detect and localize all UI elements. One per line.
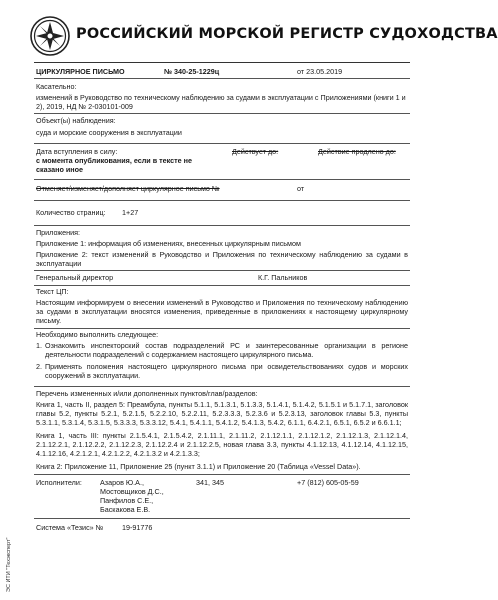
entry-date-value: с момента опубликования, если в тексте не сказано иное bbox=[36, 156, 192, 174]
executors-ext: 341, 345 bbox=[196, 478, 224, 487]
changes-book1-part2: Книга 1, часть II, раздел 5: Преамбула, пункты 5.1.1, 5.1.3.1, 5.1.3.3, 5.1.4.1, 5.1.4.2, 5.1.5.1 и 5.1.7.1, заголовок главы 5.2, пункты 5.2.1, 5.2.1.5, 5.2.2.10, 5.2.2.11, 5.2.3.3.3, 5.2.3.6 и 5.2.3.13, заголовок главы 5.3, пункты 5.3.1.1, 5.3.1.4, 5.3.1.5, 5.3.3.3, 5.3.3.12, 5.4.1, 5.4.1.1, 5.4.1.2, 5.4.1.3, 5.4.2, 6.1.1, 6.4.2.1, 6.5.1, 6.5.2 и 6.6.1.1; bbox=[36, 400, 408, 427]
header-divider bbox=[34, 62, 410, 63]
divider bbox=[34, 113, 410, 114]
objects-text: суда и морские сооружения в эксплуатации bbox=[36, 128, 182, 137]
executors-names bbox=[100, 478, 190, 514]
cancels-text: Отменяет/изменяет/дополняет циркулярное письмо № bbox=[36, 184, 220, 193]
divider bbox=[34, 386, 410, 387]
divider bbox=[34, 328, 410, 329]
action-number: 2. bbox=[36, 362, 42, 371]
actions-label: Необходимо выполнить следующее: bbox=[36, 330, 159, 339]
changes-label: Перечень измененных и/или дополненных пунктов/глав/разделов: bbox=[36, 389, 258, 398]
org-name: РОССИЙСКИЙ МОРСКОЙ РЕГИСТР СУДОХОДСТВА bbox=[76, 26, 498, 42]
divider bbox=[34, 518, 410, 519]
valid-until: Действует до: bbox=[232, 147, 279, 156]
rs-emblem-icon bbox=[30, 16, 70, 56]
divider bbox=[34, 474, 410, 475]
thesis-label: Система «Тезис» № bbox=[36, 523, 104, 532]
letter-date: от 23.05.2019 bbox=[297, 67, 343, 76]
executor-name: Баскакова Е.В. bbox=[100, 505, 151, 514]
divider bbox=[34, 270, 410, 271]
letter-title: ЦИРКУЛЯРНОЕ ПИСЬМО bbox=[36, 67, 125, 76]
appendices-label: Приложения: bbox=[36, 228, 81, 237]
source-stamp bbox=[4, 520, 14, 592]
executor-name: Мостовщиков Д.С., bbox=[100, 487, 164, 496]
executor-name: Панфилов С.Е., bbox=[100, 496, 154, 505]
body-text: Настоящим информируем о внесении изменений в Руководство и Приложения по техническому наблюдению за судами в эксплуатации вносятся изменения, приведенные в приложениях к настоящему циркулярному письму. bbox=[36, 298, 408, 325]
executors-phone: +7 (812) 605-05-59 bbox=[297, 478, 359, 487]
executors-label: Исполнители: bbox=[36, 478, 82, 487]
letterhead bbox=[28, 14, 498, 58]
entry-date-label: Дата вступления в силу: bbox=[36, 147, 118, 156]
cancels-from: от bbox=[297, 184, 305, 193]
divider bbox=[34, 143, 410, 144]
regarding-label: Касательно: bbox=[36, 82, 77, 91]
pages-value: 1+27 bbox=[122, 208, 139, 217]
action-number: 1. bbox=[36, 341, 42, 350]
action-text: Применять положения настоящего циркулярного письма при освидетельствованиях судов и морских сооружений в эксплуатации. bbox=[45, 362, 408, 380]
action-item bbox=[36, 341, 408, 363]
thesis-value: 19-91776 bbox=[122, 523, 153, 532]
changes-book2: Книга 2: Приложение 11, Приложение 25 (пункт 3.1.1) и Приложение 20 (Таблица «Vessel Data»). bbox=[36, 462, 361, 471]
divider bbox=[34, 285, 410, 286]
divider bbox=[34, 225, 410, 226]
regarding-text: изменений в Руководство по техническому наблюдению за судами в эксплуатации с Приложениями (книги 1 и 2), 2019, НД № 2-030101-009 bbox=[36, 93, 406, 111]
objects-label: Объект(ы) наблюдения: bbox=[36, 116, 116, 125]
divider bbox=[34, 78, 410, 79]
signatory-position: Генеральный директор bbox=[36, 273, 114, 282]
extended-until: Действие продлено до: bbox=[318, 147, 396, 156]
action-item bbox=[36, 362, 408, 384]
appendix-item: Приложение 1: информация об изменениях, внесенных циркулярным письмом bbox=[36, 239, 301, 248]
executor-name: Азаров Ю.А., bbox=[100, 478, 144, 487]
changes-book1-part3: Книга 1, часть III: пункты 2.1.5.4.1, 2.1.5.4.2, 2.1.11.1, 2.1.11.2, 2.1.12.1.1, 2.1.12.1.2, 2.1.12.1.3, 2.1.12.1.4, 2.1.12.2.1, 2.1.12.2.2, 2.1.12.2.3, 2.1.12.2.4 и 2.1.12.2.5, новая глава 3.3, пункты 4.1.12.13, 4.1.12.14, 4.1.12.15, 4.1.12.16, 4.2.1.2.1, 4.2.1.2.2, 4.2.1.3.2 и 4.2.1.3.3; bbox=[36, 431, 408, 458]
pages-label: Количество страниц: bbox=[36, 208, 106, 217]
body-label: Текст ЦП: bbox=[36, 287, 69, 296]
divider bbox=[34, 179, 410, 180]
letter-number: № 340-25-1229ц bbox=[164, 67, 220, 76]
appendix-item: Приложение 2: текст изменений в Руководство и Приложения по техническому наблюдению за судами в эксплуатации bbox=[36, 250, 408, 268]
source-stamp-text: ЭС ИТИ "Техэксперт" bbox=[6, 537, 12, 592]
divider bbox=[34, 200, 410, 201]
action-text: Ознакомить инспекторский состав подразделений РС и заинтересованные организации в регионе деятельности подразделений с содержанием настоящего циркулярного письма. bbox=[45, 341, 408, 359]
signatory-name: К.Г. Пальников bbox=[258, 273, 308, 282]
